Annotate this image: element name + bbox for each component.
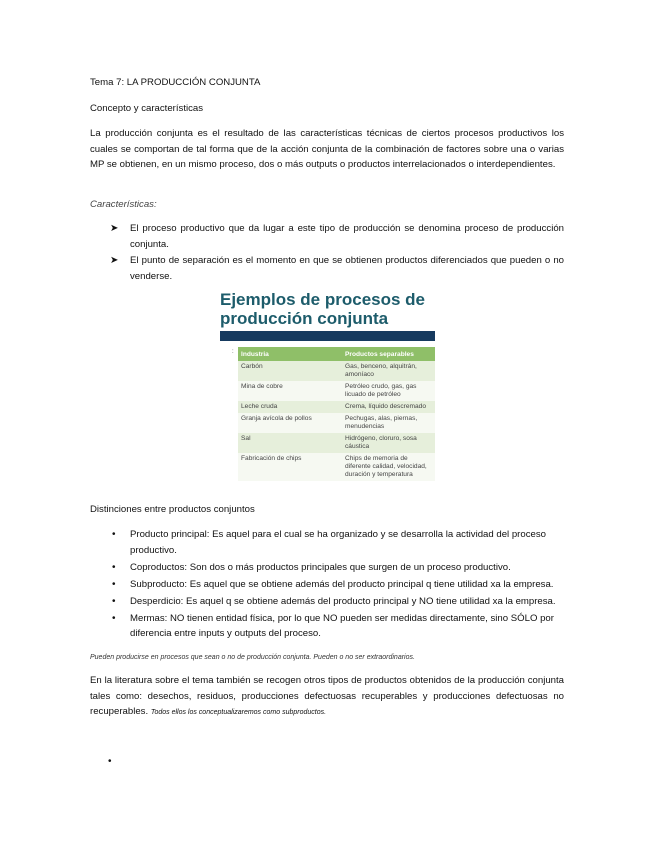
- examples-table: [238, 347, 435, 481]
- table-row: Fabricación de chips Chips de memoria de diferente calidad, velocidad, duración y temperatura: [238, 453, 435, 481]
- figure-title-bar: [220, 331, 435, 341]
- characteristics-heading: Características:: [90, 199, 157, 210]
- bullet-icon: •: [112, 612, 116, 624]
- figure-title: Ejemplos de procesos de producción conjunta: [220, 290, 426, 328]
- table-header-row: [238, 347, 435, 361]
- table-row: Mina de cobre Petróleo crudo, gas, gas licuado de petróleo: [238, 381, 435, 401]
- header-industria: Industria: [238, 347, 342, 361]
- page-title: Tema 7: LA PRODUCCIÓN CONJUNTA: [90, 77, 261, 88]
- list-item: • Subproducto: Es aquel que se obtiene además del producto principal q tiene utilidad xa la empresa.: [90, 577, 564, 593]
- literature-note: Todos ellos los conceptualizaremos como subproductos.: [150, 709, 327, 716]
- table-row: Granja avícola de pollos Pechugas, alas, piernas, menudencias: [238, 413, 435, 433]
- section-heading-concept: Concepto y características: [90, 103, 204, 114]
- empty-bullet-icon: •: [108, 756, 112, 767]
- list-item: • Producto principal: Es aquel para el cual se ha organizado y se desarrolla la actividad del proceso productivo.: [112, 529, 546, 556]
- bullet-icon: •: [112, 561, 116, 573]
- section-heading-distinctions: Distinciones entre productos conjuntos: [90, 504, 255, 515]
- arrow-bullet-icon: ➤: [110, 255, 119, 266]
- table-row: Carbón Gas, benceno, alquitrán, amoníaco: [238, 361, 435, 381]
- footnote: Pueden producirse en procesos que sean o no de producción conjunta. Pueden o no ser extraordinarios.: [90, 654, 415, 661]
- list-item: • Coproductos: Son dos o más productos principales que surgen de un proceso productivo.: [90, 560, 564, 576]
- literature-paragraph: En la literatura sobre el tema también se recogen otros tipos de productos obtenidos de la producción conjunta tales como: desechos, residuos, producciones defectuosas recuperables y producciones defectuosas no recuperables. Todos ellos los conceptualizaremos como subproductos.: [90, 675, 564, 717]
- table-row: Sal Hidrógeno, cloruro, sosa cáustica: [238, 433, 435, 453]
- intro-paragraph: La producción conjunta es el resultado de las características técnicas de ciertos procesos productivos los cuales se comportan de tal forma que de la acción conjunta de la combinación de factores sobre una o varias MP se obtienen, en un mismo proceso, dos o más outputs o productos interrelacionados o interdependientes.: [90, 128, 564, 170]
- arrow-bullet-icon: ➤: [110, 223, 119, 234]
- header-productos: Productos separables: [342, 347, 435, 361]
- list-item: • Mermas: NO tienen entidad física, por lo que NO pueden ser medidas directamente, sino SÓLO por diferencia entre inputs y outputs del proceso.: [112, 612, 554, 639]
- joint-production-figure: [220, 290, 435, 490]
- figure-marker: :: [232, 349, 234, 355]
- bullet-icon: •: [112, 529, 116, 540]
- list-item: ➤ El punto de separación es el momento en que se obtienen productos diferenciados que pueden o no venderse.: [110, 255, 564, 282]
- table-row: Leche cruda Crema, líquido descremado: [238, 401, 435, 413]
- list-item: ➤ El proceso productivo que da lugar a este tipo de producción se denomina proceso de producción conjunta.: [110, 223, 564, 250]
- bullet-icon: •: [112, 578, 116, 590]
- distinctions-list: [90, 527, 564, 643]
- bullet-icon: •: [112, 595, 116, 607]
- characteristics-list: [90, 221, 564, 285]
- list-item: • Desperdicio: Es aquel q se obtiene además del producto principal y NO tiene utilidad xa la empresa.: [90, 594, 564, 610]
